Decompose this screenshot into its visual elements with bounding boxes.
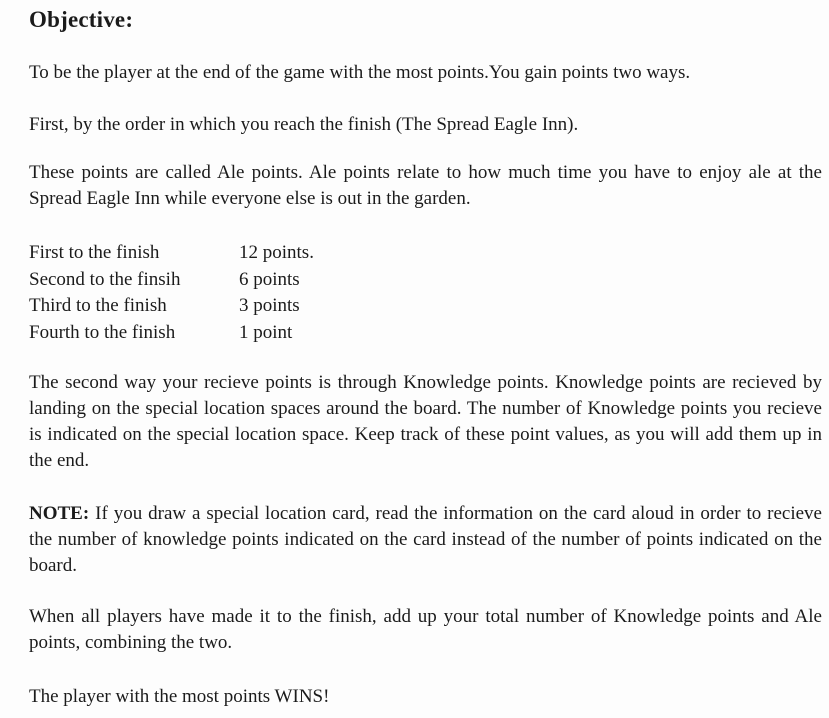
objective-heading: Objective: — [29, 7, 134, 32]
points-value: 12 points. — [239, 242, 314, 263]
ale-points-row-fourth — [29, 320, 359, 347]
ale-points-row-first — [29, 240, 359, 267]
winner-paragraph: The player with the most points WINS! — [29, 686, 330, 707]
place-label: First to the finish — [29, 242, 160, 263]
place-label: Second to the finsih — [29, 268, 181, 290]
note-text: If you draw a special location card, read the information on the card aloud in order to recieve the number of knowledge points indicated on the card instead of the number of points indicated on the board. — [29, 503, 822, 576]
ale-points-row-third — [29, 293, 359, 320]
totals-paragraph: When all players have made it to the finish, add up your total number of Knowledge points and Ale points, combining the two. — [29, 606, 822, 653]
knowledge-points-paragraph: The second way your recieve points is through Knowledge points. Knowledge points are recieved by landing on the special location spaces around the board. The number of Knowledge points you recieve is indicated on the special location space. Keep track of these point values, as you will add them up in the end. — [29, 372, 822, 471]
place-label: Fourth to the finish — [29, 321, 176, 343]
note-label: NOTE: — [29, 503, 90, 524]
points-value: 1 point — [239, 321, 293, 343]
intro-paragraph: To be the player at the end of the game with the most points.You gain points two ways. — [29, 62, 691, 83]
ale-points-table — [29, 240, 359, 346]
ale-points-paragraph: These points are called Ale points. Ale points relate to how much time you have to enjoy ale at the Spread Eagle Inn while everyone else is out in the garden. — [29, 162, 822, 209]
points-value: 3 points — [239, 295, 300, 316]
first-way-paragraph: First, by the order in which you reach the finish (The Spread Eagle Inn). — [29, 114, 579, 135]
note-paragraph — [29, 501, 822, 579]
place-label: Third to the finish — [29, 295, 167, 316]
ale-points-row-second — [29, 267, 359, 294]
points-value: 6 points — [239, 268, 300, 290]
